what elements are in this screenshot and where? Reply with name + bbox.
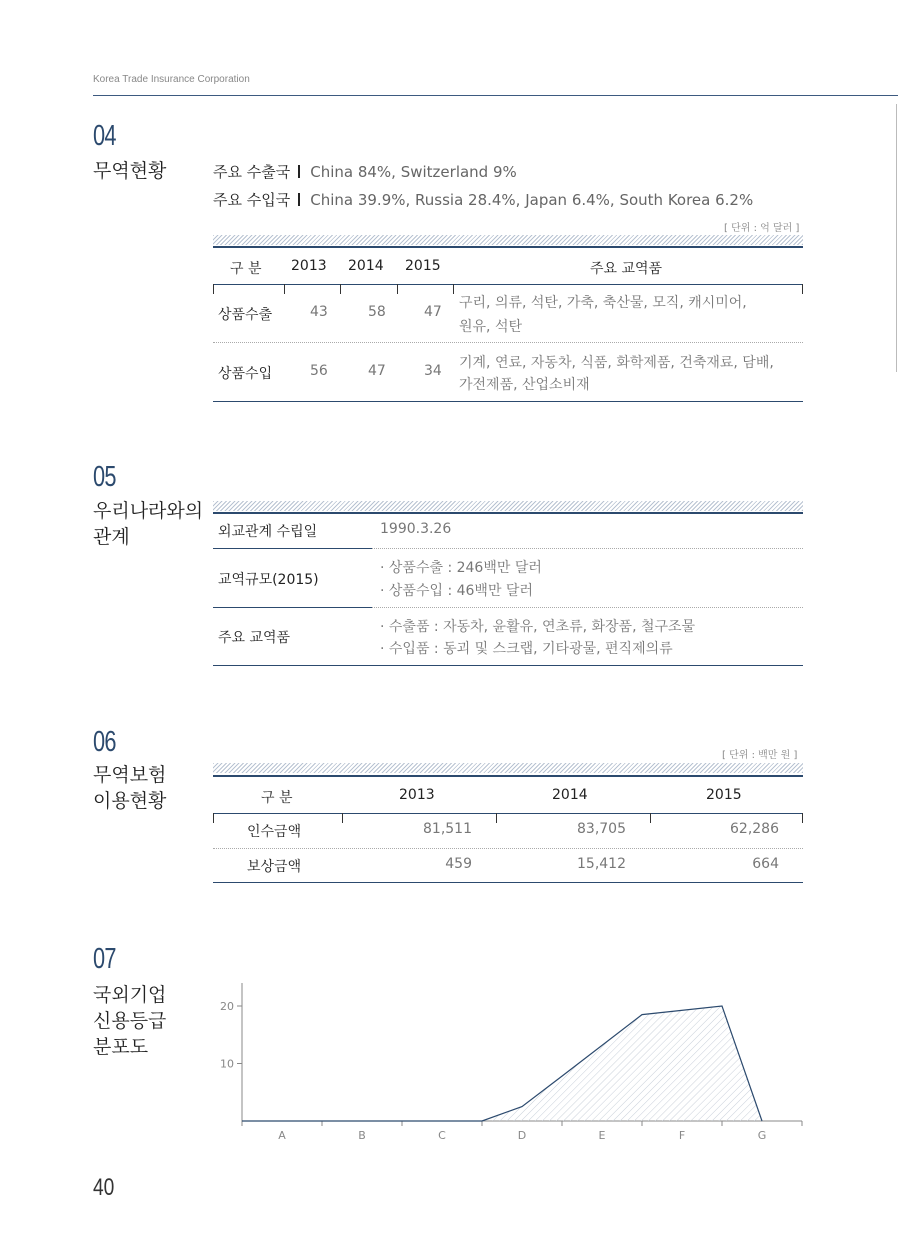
col-tick [397,284,398,294]
row-label-import: 상품수입 [218,366,273,382]
cell-export-2015: 47 [424,304,442,320]
cell-export-2013: 43 [310,304,328,320]
unit-label-04: [ 단위 : 억 달러 ] [724,223,800,234]
label-rule [213,548,372,549]
section-04-number: 04 [93,120,116,152]
col-header-2014: 2014 [348,258,384,274]
table-bottom-rule [213,882,803,883]
header-org: Korea Trade Insurance Corporation [93,74,250,85]
table-top-rule [213,512,803,514]
separator [298,165,300,178]
table-top-rule [213,246,803,248]
header-rule-04 [213,284,803,285]
section-04-title: 무역현황 [93,160,167,182]
relation-label-trade: 교역규모(2015) [218,572,319,588]
relation-value-date: 1990.3.26 [380,521,452,537]
table-bottom-rule [213,665,803,666]
relation-label-date: 외교관계 수립일 [218,524,318,540]
table-bottom-rule [213,401,803,402]
col-header-2015: 2015 [405,258,441,274]
header-rule [93,95,898,96]
relation-items-line1: · 수출품 : 자동차, 윤활유, 연초류, 화장품, 철구조물 [380,619,696,635]
col-tick [453,284,454,294]
cell-claims-2015: 664 [752,856,779,872]
label-rule [213,607,372,608]
export-countries [213,161,517,182]
separator [298,193,300,206]
row-divider [213,848,803,849]
col-header-2013: 2013 [399,787,435,803]
section-05-number: 05 [93,461,116,493]
section-06-title: 무역보험 이용현황 [93,764,167,812]
col-header-items: 주요 교역품 [590,261,663,277]
section-06-number: 06 [93,726,116,758]
x-tick-label: G [757,1129,767,1142]
export-value: China 84%, Switzerland 9% [310,163,517,181]
import-countries [213,189,753,210]
area-fill [242,1006,762,1121]
cell-import-items-line2: 가전제품, 산업소비재 [459,377,590,393]
hatch-bar [213,235,803,245]
x-tick-label: E [598,1129,606,1142]
col-header-2015: 2015 [706,787,742,803]
cell-import-2014: 47 [368,363,386,379]
cell-underwriting-2013: 81,511 [423,821,472,837]
col-tick [802,813,803,823]
x-tick-label: A [278,1129,286,1142]
x-tick-label: D [517,1129,527,1142]
x-tick-label: F [678,1129,686,1142]
row-divider [213,342,803,343]
cell-import-items-line1: 기계, 연료, 자동차, 식품, 화학제품, 건축재료, 담배, [459,355,774,371]
row-label-claims: 보상금액 [247,859,302,875]
import-value: China 39.9%, Russia 28.4%, Japan 6.4%, South Korea 6.2% [310,191,754,209]
header-rule-06 [213,813,803,814]
col-tick [340,284,341,294]
col-header-2013: 2013 [291,258,327,274]
col-header-category: 구 분 [261,790,293,806]
row-divider [372,607,803,608]
export-label: 주요 수출국 [213,163,291,181]
import-label: 주요 수입국 [213,191,291,209]
y-tick-label: 10 [220,1057,234,1071]
cell-export-2014: 58 [368,304,386,320]
relation-trade-line2: · 상품수입 : 46백만 달러 [380,583,533,599]
col-tick [342,813,343,823]
x-tick-label: C [438,1129,446,1142]
cell-underwriting-2015: 62,286 [730,821,779,837]
cell-underwriting-2014: 83,705 [577,821,626,837]
x-tick-label: B [358,1129,366,1142]
relation-trade-line1: · 상품수출 : 246백만 달러 [380,560,542,576]
unit-label-06: [ 단위 : 백만 원 ] [722,750,798,761]
row-label-underwriting: 인수금액 [247,824,302,840]
col-tick [496,813,497,823]
col-tick [284,284,285,294]
page-number: 40 [93,1174,115,1201]
section-07-number: 07 [93,943,116,975]
section-05-title: 우리나라와의 관계 [93,500,204,548]
relation-label-items: 주요 교역품 [218,630,291,646]
hatch-bar [213,763,803,773]
col-header-category: 구 분 [230,261,262,277]
credit-rating-chart [200,975,815,1150]
cell-export-items-line2: 원유, 석탄 [459,319,522,335]
cell-import-2015: 34 [424,363,442,379]
col-header-2014: 2014 [552,787,588,803]
cell-claims-2013: 459 [445,856,472,872]
hatch-bar [213,501,803,511]
section-07-title: 국외기업 신용등급 분포도 [93,984,167,1058]
cell-import-2013: 56 [310,363,328,379]
row-divider [372,548,803,549]
cell-claims-2014: 15,412 [577,856,626,872]
row-label-export: 상품수출 [218,307,273,323]
y-tick-label: 20 [220,1000,234,1013]
col-tick [213,284,214,294]
col-tick [213,813,214,823]
table-top-rule [213,775,803,777]
side-rule [896,104,897,372]
cell-export-items-line1: 구리, 의류, 석탄, 가축, 축산물, 모직, 캐시미어, [459,295,747,311]
col-tick [650,813,651,823]
relation-items-line2: · 수입품 : 동괴 및 스크랩, 기타광물, 편직제의류 [380,641,673,657]
col-tick [802,284,803,294]
